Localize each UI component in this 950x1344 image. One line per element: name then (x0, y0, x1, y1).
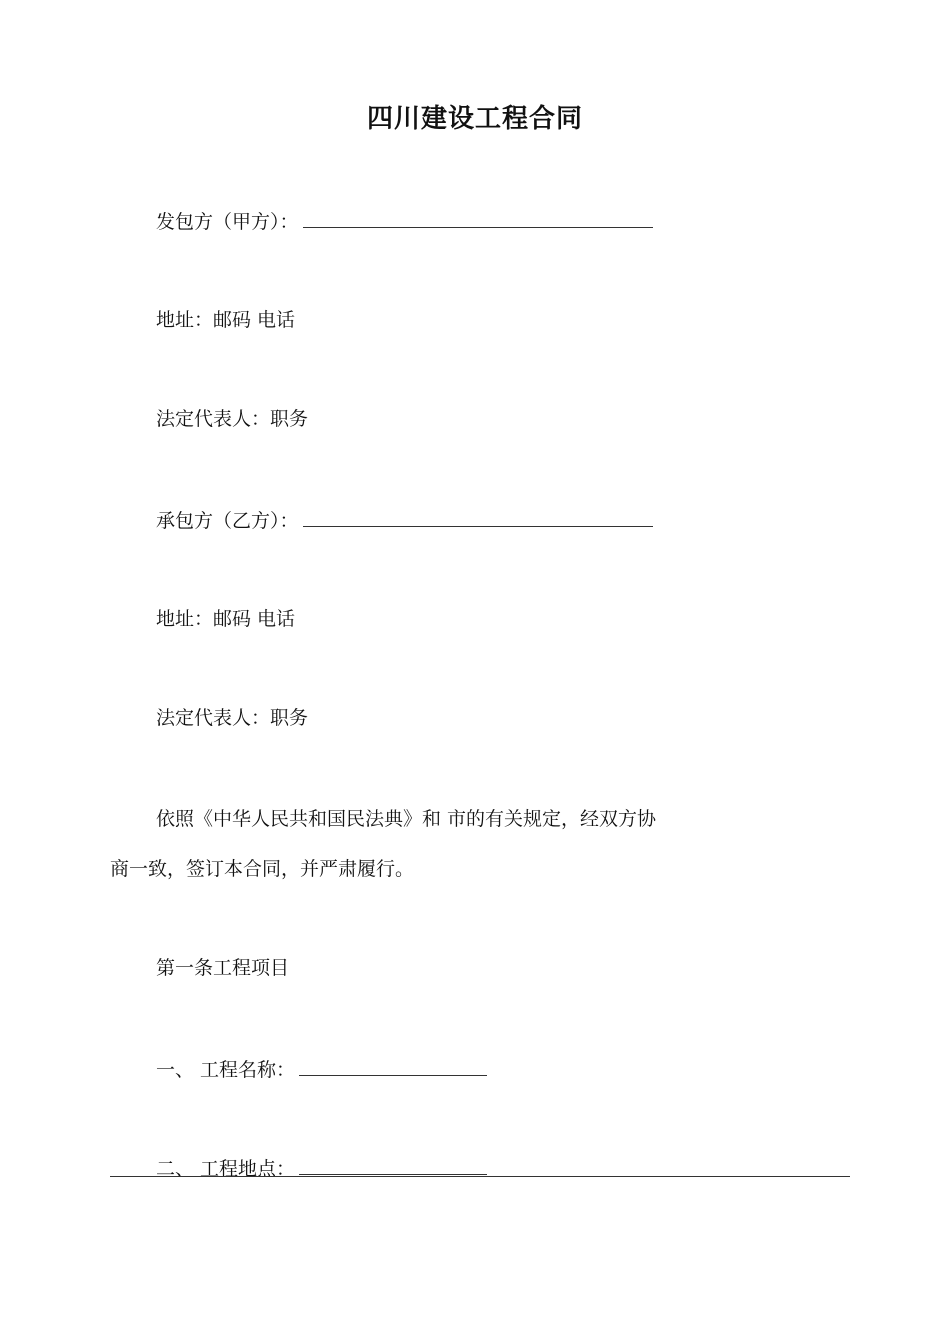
article1-heading: 第一条工程项目 (156, 957, 290, 979)
party-b-blank[interactable] (303, 506, 653, 527)
document-title: 四川建设工程合同 (366, 104, 583, 134)
party-b-address: 地址：邮码 电话 (156, 608, 296, 630)
party-a-line (156, 207, 653, 235)
project-name-blank[interactable] (299, 1055, 487, 1076)
party-b-label: 承包方（乙方）： (156, 510, 299, 532)
party-b-representative: 法定代表人：职务 (156, 707, 309, 729)
project-name-label: 一、 工程名称： (156, 1059, 296, 1081)
footer-divider (110, 1176, 850, 1177)
party-b-line (156, 506, 653, 534)
basis-paragraph-line2: 商一致，签订本合同，并严肃履行。 (110, 858, 415, 880)
project-location-label: 二、 工程地点： (156, 1158, 296, 1180)
party-a-representative: 法定代表人：职务 (156, 408, 309, 430)
party-a-address: 地址：邮码 电话 (156, 309, 296, 331)
party-a-blank[interactable] (303, 207, 653, 228)
party-a-label: 发包方（甲方）： (156, 211, 299, 233)
basis-paragraph-line1: 依照《中华人民共和国民法典》和 市的有关规定，经双方协 (156, 808, 657, 830)
project-name-line (156, 1055, 487, 1083)
project-location-line (156, 1154, 487, 1182)
project-location-blank[interactable] (299, 1154, 487, 1175)
